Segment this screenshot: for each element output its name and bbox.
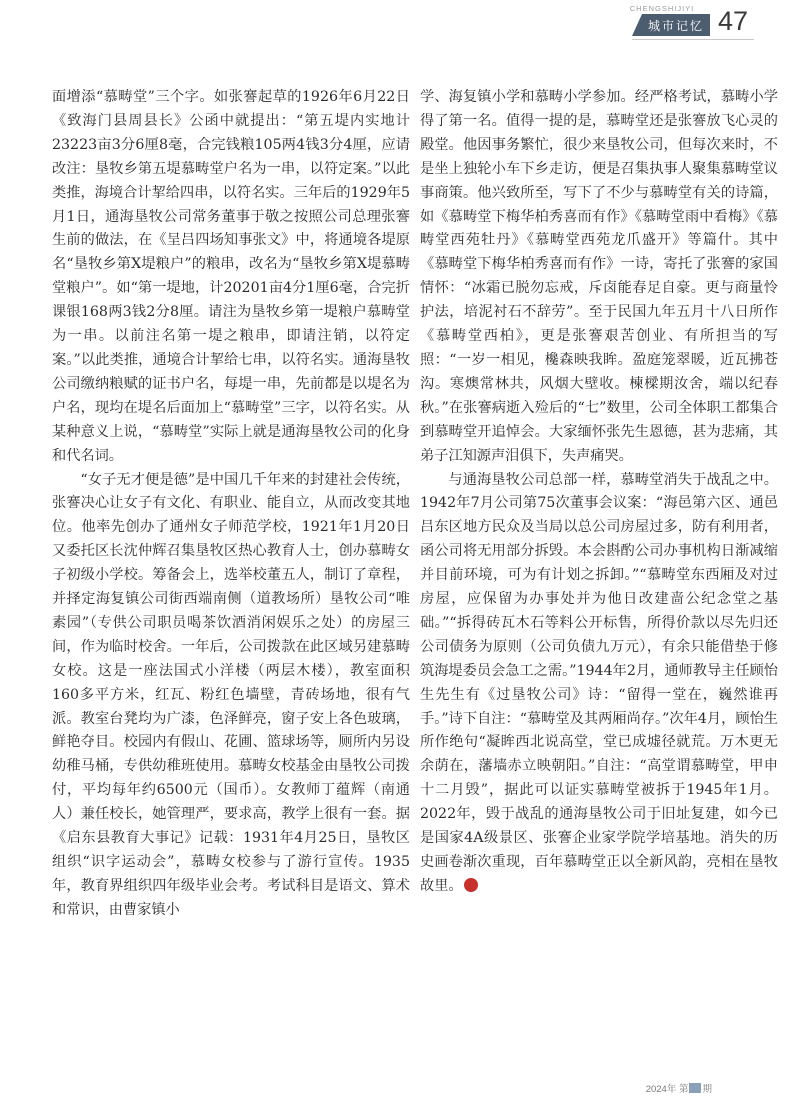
footer-year: 2024年	[645, 1084, 677, 1095]
paragraph: “女子无才便是德”是中国几千年来的封建社会传统，张謇决心让女子有文化、有职业、能自立，从而改变其地位。他率先创办了通州女子师范学校，1921年1月20日又委托区长沈仲辉召集垦牧区热心教育人士，创办慕畴女子初级小学校。筹备会上，选举校董五人，制订了章程，并择定海复镇公司街西端南侧（道教场所）垦牧公司“唯素园”（专供公司职员喝茶饮酒消闲娱乐之处）的房屋三间，作为临时校舍。一年后，公司拨款在此区域另建慕畴女校。这是一座法国式小洋楼（两层木楼），教室面积160多平方米，红瓦、粉红色墙壁，青砖场地，很有气派。教室台凳均为广漆，色泽鲜亮，窗子安上各色玻璃，鲜艳夺目。校园内有假山、花圃、篮球场等，厕所内另设幼稚马桶，专供幼稚班使用。慕畴女校基金由垦牧公司拨付，平均每年约6500元（国币）。女教师丁蕴辉（南通人）兼任校长，她管理严，要求高，教学上很有一套。据《启东县教育大事记》记载：1931年4月25日，垦牧区组织“识字运动会”，慕畴女校参与了游行宣传。1935年，教育界组织四年级毕业会考。考试科目是语文、算术和常识，由曹家镇小	[52, 471, 410, 918]
end-mark-icon	[464, 878, 478, 892]
section-tag	[632, 14, 710, 36]
paragraph: 面增添“慕畴堂”三个字。如张謇起草的1926年6月22日《致海门县周县长》公函中就提出：“第五堤内实地计23223亩3分6厘8毫，合完钱粮105两4钱3分4厘，应请改注：垦牧乡第五堤慕畴堂户名为一串，以符定案。”以此类推，海境合计挈给四串，以符名实。三年后的1929年5月1日，通海垦牧公司常务董事于敬之按照公司总理张謇生前的做法，在《呈吕四场知事张文》中，将通境各堤原名“垦牧乡第X堤粮户”的粮串，改名为“垦牧乡第X堤慕畴堂粮户”。如“第一堤地，计20201亩4分1厘6毫，合完折课银168两3钱2分8厘。请注为垦牧乡第一堤粮户慕畴堂为一串。以前注名第一堤之粮串，即请注销，以符定案。”以此类推，通境合计挈给七串，以符名实。通海垦牧公司缴纳粮赋的证书户名，每堤一串，先前都是以堤名为户名，现均在堤名后面加上“慕畴堂”三字，以符名实。从某种意义上说，“慕畴堂”实际上就是通海垦牧公司的化身和代名词。	[52, 89, 410, 464]
issue-number-badge	[689, 1083, 701, 1093]
footer-issue-suffix: 期	[702, 1084, 712, 1095]
paragraph: 学、海复镇小学和慕畴小学参加。经严格考试，慕畴小学得了第一名。值得一提的是，慕畴堂还是张謇放飞心灵的殿堂。他因事务繁忙，很少来垦牧公司，但每次来时，不是坐上独轮小车下乡走访，便是召集执事人聚集慕畴堂议事商策。他兴致所至，写下了不少与慕畴堂有关的诗篇，如《慕畴堂下梅华柏秀喜而有作》《慕畴堂雨中看梅》《慕畴堂西苑牡丹》《慕畴堂西苑龙爪盛开》等篇什。其中《慕畴堂下梅华柏秀喜而有作》一诗，寄托了张謇的家国情怀：“冰霜已脱勿忘戒，斥卤能春足自豪。更与商量怜护法，培泥衬石不辞劳”。至于民国九年五月十八日所作《慕畴堂西柏》，更是张謇艰苦创业、有所担当的写照：“一岁一相见，欃森映我眸。盈庭笼翠暖，近瓦拂苍沟。寒燠常林共，风烟大壁收。楝樑期汝舍，端以纪春秋。”在张謇病逝入殓后的“七”数里，公司全体职工都集合到慕畴堂开追悼会。大家缅怀张先生恩德，甚为悲痛，其弟子江知源声泪俱下，失声痛哭。	[420, 89, 778, 464]
right-column	[420, 86, 778, 899]
paragraph-with-end-mark	[420, 469, 778, 899]
footer-issue-prefix: 第	[678, 1084, 689, 1095]
page-number: 47	[718, 6, 749, 36]
section-tag-notch	[632, 14, 642, 36]
header-brand: CHENGSHIJIYI	[629, 4, 695, 13]
header-divider	[632, 39, 754, 40]
paragraph: 与通海垦牧公司总部一样，慕畴堂消失于战乱之中。1942年7月公司第75次董事会议案：“海邑第六区、通邑吕东区地方民众及当局以总公司房屋过多，防有利用者，函公司将无用部分拆毁。本会斟酌公司办事机构日渐减缩并目前环境，可为有计划之拆卸。”“慕畴堂东西厢及对过房屋，应保留为办事处并为他日改建啬公纪念堂之基础。”“拆得砖瓦木石等料公开标售，所得价款以尽先归还公司债务为原则（公司负债九万元），有余只能借垫于修筑海堤委员会急工之需。”1944年2月，通师教导主任顾怡生先生有《过垦牧公司》诗：“留得一堂在，巍然谁再手。”诗下自注：“慕畴堂及其两厢尚存。”次年4月，顾怡生所作绝句“凝眸西北说高堂，堂已成墟径就荒。万木更无余荫在，藩墙赤立映朝阳。”自注：“高堂谓慕畴堂，甲申十二月毁”，据此可以证实慕畴堂被拆于1945年1月。2022年，毁于战乱的通海垦牧公司于旧址复建，如今已是国家4A级景区、张謇企业家学院学培基地。消失的历史画卷渐次重现，百年慕畴堂正以全新风韵，亮相在垦牧故里。	[420, 471, 778, 894]
footer	[646, 1081, 712, 1095]
left-column	[52, 86, 410, 923]
section-title: 城市记忆	[648, 19, 705, 33]
